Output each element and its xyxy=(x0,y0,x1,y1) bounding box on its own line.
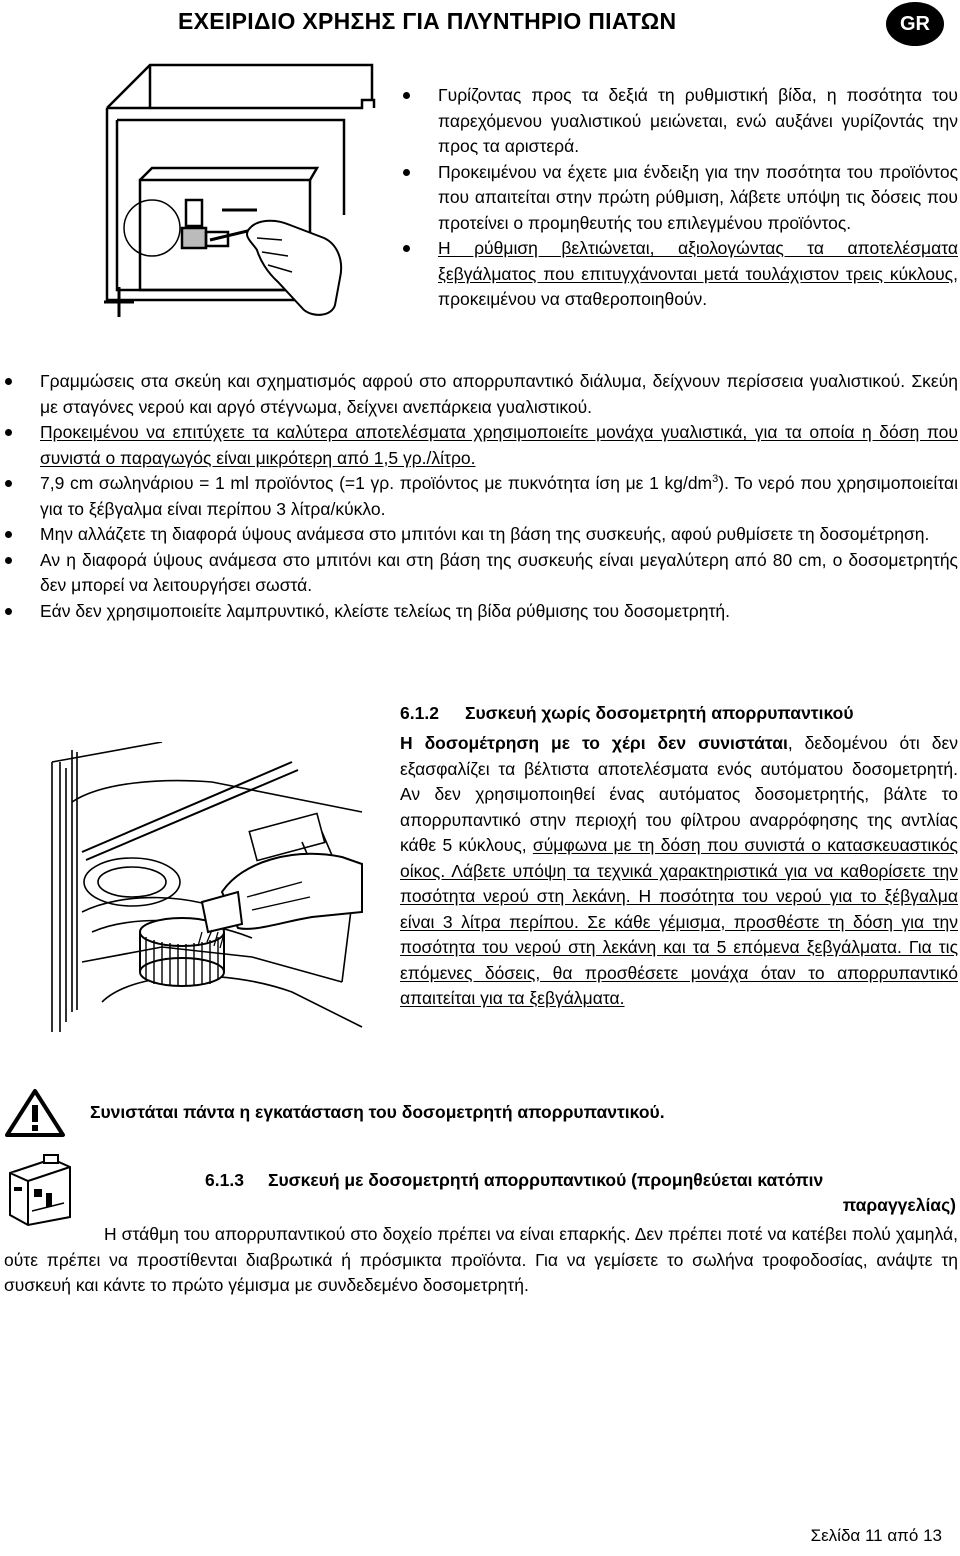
warning-triangle-icon xyxy=(4,1088,66,1138)
section-613-body: Η στάθμη του απορρυπαντικού στο δοχείο πρέπει να είναι επαρκής. Δεν πρέπει ποτέ να κατέβει πολύ χαμηλά, ούτε πρέπει να προστίθενται διαβρωτικά ή πρόσμικτα προϊόντα. Για να γεμίσετε το σωλήνα τροφοδοσίας, ανάψτε τη συσκευή και κάντε το πρώτο γέμισμα με συνδεδεμένο δοσομετρητή. xyxy=(4,1224,958,1295)
section-613-heading-cont: παραγγελίας) xyxy=(842,1195,956,1215)
list-item-text: Γραμμώσεις στα σκεύη και σχηματισμός αφρού στο απορρυπαντικό διάλυμα, δείχνουν περίσσεια γυαλιστικού. Σκεύη με σταγόνες νερού και αργό στέγνωμα, δείχνει ανεπάρκεια γυαλιστικού. xyxy=(40,371,958,417)
list-item-text-underlined: Προκειμένου να επιτύχετε τα καλύτερα αποτελέσματα χρησιμοποιείτε μονάχα γυαλιστικά, για τα οποία η δόση που συνιστά ο παραγωγός είναι μικρότερη από 1,5 γρ./λίτρο. xyxy=(40,422,958,468)
page-header-title: ΕΧΕΙΡΙΔΙΟ ΧΡΗΣΗΣ ΓΙΑ ΠΛΥΝΤΗΡΙΟ ΠΙΑΤΩΝ xyxy=(178,8,677,34)
section-title: Συσκευή χωρίς δοσομετρητή απορρυπαντικού xyxy=(464,703,854,723)
list-item xyxy=(2,471,958,522)
section-612-heading xyxy=(400,703,854,724)
list-item xyxy=(400,160,958,237)
list-item-text: 7,9 cm σωληνάριου = 1 ml προϊόντος (=1 γρ. προϊόντος με πυκνότητα ίση με 1 kg/dm xyxy=(40,473,713,493)
list-item xyxy=(400,83,958,160)
rinse-aid-adjustment-illustration xyxy=(92,60,397,320)
list-item xyxy=(400,236,958,313)
adjustment-notes-list xyxy=(400,83,958,313)
bold-lead: Η δοσομέτρηση με το χέρι δεν συνιστάται xyxy=(400,733,788,753)
paragraph-text: , δεδομένου ότι δεν εξασφαλίζει τα βέλτιστα αποτελέσματα ενός αυτόματου δοσομετρητή. Αν δεν χρησιμοποιηθεί ένας αυτόματος δοσομετρητής, βάλτε το απορρυπαντικό στην περιοχή του φίλτρου αναρρόφησης της αντλίας κάθε 5 κύκλους, xyxy=(400,733,958,855)
section-number: 6.1.2 xyxy=(400,703,439,723)
list-item xyxy=(2,369,958,420)
list-item xyxy=(2,599,958,625)
rinse-aid-guidance-list xyxy=(2,369,958,624)
list-item-text: Μην αλλάζετε τη διαφορά ύψους ανάμεσα στο μπιτόνι και τη βάση της συσκευής, αφού ρυθμίσετε τη δοσομέτρηση. xyxy=(40,524,930,544)
list-item-text: , προκειμένου να σταθεροποιηθούν. xyxy=(438,263,958,309)
warning-text: Συνιστάται πάντα η εγκατάσταση του δοσομετρητή απορρυπαντικού. xyxy=(90,1102,665,1122)
page-number: Σελίδα 11 από 13 xyxy=(810,1526,942,1545)
detergent-canister-icon xyxy=(4,1153,74,1227)
list-item-text: Αν η διαφορά ύψους ανάμεσα στο μπιτόνι και στη βάση της συσκευής είναι μεγαλύτερη από 80 cm, ο δοσομετρητής δεν μπορεί να λειτουργήσει σωστά. xyxy=(40,549,958,595)
section-612-body xyxy=(400,731,958,1012)
section-613-heading xyxy=(205,1170,823,1191)
list-item xyxy=(2,548,958,599)
superscript: 3 xyxy=(712,473,719,486)
paragraph-text-underlined: σύμφωνα με τη δόση που συνιστά ο κατασκευαστικός οίκος. Λάβετε υπόψη τα τεχνικά χαρακτηριστικά για να καθορίσετε την ποσότητα νερού στη λεκάνη. Η ποσότητα του νερού για το ξέβγαλμα είναι 3 λίτρα περίπου. Σε κάθε γέμισμα, προσθέστε τη δόση για την ποσότητα του νερού στη λεκάνη και τα 5 επόμενα ξεβγάλματα. Για τις επόμενες δόσεις, θα προσθέσετε μονάχα όταν το απορρυπαντικό απαιτείται για τα ξεβγάλματα. xyxy=(400,835,958,1008)
manual-detergent-dosing-illustration xyxy=(42,742,367,1032)
list-item xyxy=(2,420,958,471)
list-item xyxy=(2,522,958,548)
list-item-text-underlined: Η ρύθμιση βελτιώνεται, αξιολογώντας τα αποτελέσματα ξεβγάλματος που επιτυγχάνονται μετά τουλάχιστον τρεις κύκλους xyxy=(438,238,958,284)
language-badge: GR xyxy=(886,2,944,46)
list-item-text: Εάν δεν χρησιμοποιείτε λαμπρυντικό, κλείστε τελείως τη βίδα ρύθμισης του δοσομετρητή. xyxy=(40,600,730,621)
section-number: 6.1.3 xyxy=(205,1170,244,1190)
section-title: Συσκευή με δοσομετρητή απορρυπαντικού (προμηθεύεται κατόπιν xyxy=(267,1170,824,1190)
list-item-text: ). Το νερό που χρησιμοποιείται για το ξέβγαλμα είναι περίπου 3 λίτρα/κύκλο. xyxy=(40,473,958,519)
list-item-text: Γυρίζοντας προς τα δεξιά τη ρυθμιστική βίδα, η ποσότητα του παρεχόμενου γυαλιστικού μειώνεται, ενώ αυξάνει γυρίζοντάς την προς τα αριστερά. xyxy=(438,85,958,156)
list-item-text: Προκειμένου να έχετε μια ένδειξη για την ποσότητα του προϊόντος που απαιτείται στην πρώτη ρύθμιση, λάβετε υπόψη τις δόσεις που προτείνει ο προμηθευτής του επιλεγμένου προϊόντος. xyxy=(438,161,958,233)
